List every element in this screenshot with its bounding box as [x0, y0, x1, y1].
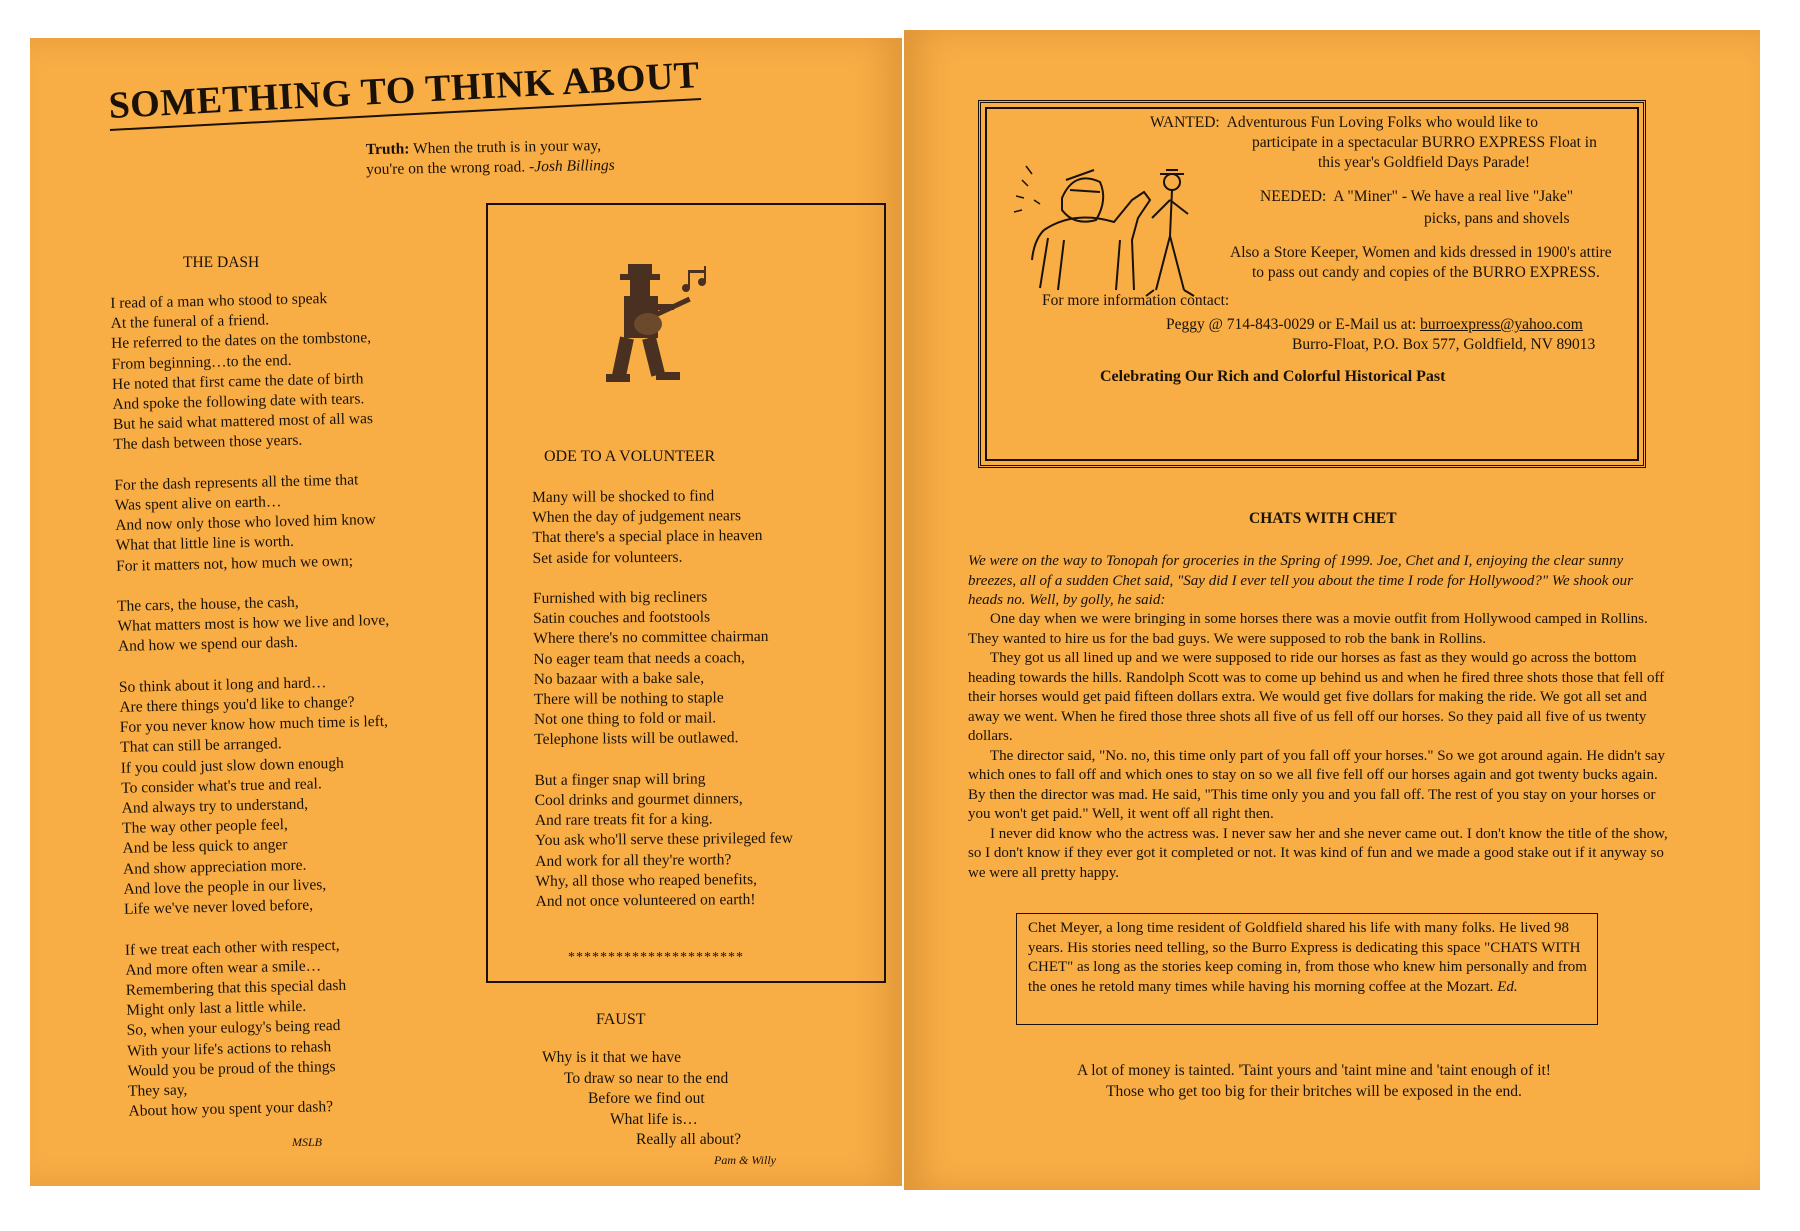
chats-paragraph: They got us all lined up and we were supposed to ride our horses as fast as they would go across the bottom heading towards the hills. Randolph Scott was to come up behind us and when he fired three shots those that fell off their horses would get paid fifteen dollars extra. We would get five dollars for making the ride. We got all set and away we went. When he fired those three shots all five of us fell off our horses. So they paid all five of us twenty dollars.	[968, 650, 1665, 744]
poem-line: The cars, the house, the cash,	[116, 593, 299, 615]
poem-line: Cool drinks and gourmet dinners,	[534, 790, 743, 810]
chet-note	[1028, 919, 1590, 997]
chats-paragraph: One day when we were bringing in some horses there was a movie outfit from Hollywood camped in Rollins. They wanted to hire us for the bad guys. We were supposed to rob the bank in Rollins.	[968, 611, 1648, 647]
poem-line: And be less quick to anger	[122, 836, 288, 858]
poem-line: So think about it long and hard…	[118, 674, 327, 696]
volunteer-poem-title: ODE TO A VOLUNTEER	[544, 448, 716, 465]
wanted-text-1: Adventurous Fun Loving Folks who would like to	[1226, 114, 1538, 131]
footer-line-2: Those who get too big for their britches will be exposed in the end.	[1106, 1083, 1522, 1100]
dash-poem-title: THE DASH	[183, 254, 260, 271]
poem-line: That can still be arranged.	[120, 735, 282, 757]
chats-title: CHATS WITH CHET	[1249, 510, 1397, 527]
poem-line: No eager team that needs a coach,	[533, 648, 745, 668]
email-link[interactable]: burroexpress@yahoo.com	[1420, 316, 1583, 333]
poem-line: There will be nothing to staple	[533, 689, 724, 709]
poem-line: What matters most is how we live and love,	[117, 612, 390, 636]
poem-line: To draw so near to the end	[564, 1069, 729, 1087]
faust-credit: Pam & Willy	[714, 1153, 776, 1167]
poem-line: Would you be proud of the things	[127, 1057, 336, 1080]
chet-note-signature: Ed.	[1497, 978, 1518, 995]
faust-poem	[542, 1048, 741, 1151]
truth-label: Truth:	[365, 140, 410, 159]
divider-stars: **********************	[568, 950, 744, 965]
poem-line: To consider what's true and real.	[121, 775, 322, 797]
also-text-1: Also a Store Keeper, Women and kids dressed in 1900's attire	[1230, 244, 1612, 261]
right-page	[904, 30, 1760, 1190]
poem-line: Are there things you'd like to change?	[119, 693, 355, 716]
footer-line-1: A lot of money is tainted. 'Taint yours and 'taint mine and 'taint enough of it!	[1077, 1062, 1551, 1079]
poem-line: Satin couches and footstools	[533, 608, 711, 628]
poem-line	[534, 748, 792, 770]
poem-line: If we treat each other with respect,	[124, 936, 340, 959]
chats-paragraph: I never did know who the actress was. I never saw her and she never came out. I don't know the title of the show, so I don't know if they ever got it completed or not. It was kind of fun and we made a good stake out if it anyway so we were all pretty happy.	[968, 825, 1668, 881]
poem-line: Life we've never loved before,	[123, 896, 314, 918]
ad-tagline: Celebrating Our Rich and Colorful Historical Past	[1100, 368, 1446, 385]
dash-poem	[110, 288, 400, 1122]
poem-line: You ask who'll serve these privileged few	[535, 830, 793, 850]
poem-line: From beginning…to the end.	[111, 351, 292, 373]
truth-attribution: -Josh Billings	[528, 156, 615, 176]
poem-line: Why, all those who reaped benefits,	[535, 870, 758, 890]
poem-line: Furnished with big recliners	[532, 588, 708, 608]
page-title: SOMETHING TO THINK ABOUT	[108, 53, 701, 131]
poem-line: And how we spend our dash.	[117, 634, 299, 656]
faust-poem-title: FAUST	[596, 1011, 646, 1028]
needed-line-1	[1260, 188, 1573, 206]
poem-line: About how you spent your dash?	[128, 1098, 334, 1120]
poem-line: Was spent alive on earth…	[114, 493, 282, 514]
poem-line: With your life's actions to rehash	[126, 1037, 332, 1060]
poem-line: But a finger snap will bring	[534, 770, 706, 789]
wanted-text-3: this year's Goldfield Days Parade!	[1318, 154, 1530, 171]
footer-quote	[1024, 1060, 1604, 1102]
poem-line: He noted that first came the date of birth	[111, 370, 364, 393]
left-page	[30, 38, 902, 1186]
guitar-cowboy-icon	[598, 260, 728, 396]
poem-line: What that little line is worth.	[115, 533, 295, 555]
poem-line: Remembering that this special dash	[125, 976, 347, 999]
poem-line: And always try to understand,	[121, 795, 309, 817]
poem-line: Many will be shocked to find	[532, 487, 715, 506]
poem-line: He referred to the dates on the tombstone,	[110, 329, 372, 353]
needed-text-2: picks, pans and shovels	[1424, 210, 1570, 227]
contact-phone: Peggy @ 714-843-0029 or E-Mail us at:	[1166, 316, 1417, 333]
poem-line: And show appreciation more.	[122, 856, 307, 878]
chats-intro: We were on the way to Tonopah for groceries in the Spring of 1999. Joe, Chet and I, enjoying the clear sunny breezes, all of a sudden Chet said, "Say did I ever tell you about the time I rode for Hollywood?" We shook our heads no. Well, by golly, he said:	[968, 553, 1634, 608]
poem-line: At the funeral of a friend.	[110, 311, 270, 333]
chet-note-text: Chet Meyer, a long time resident of Goldfield shared his life with many folks. He lived 98 years. His stories need telling, so the Burro Express is dedicating this space "CHATS WITH CHET" as long as the stories keep coming in, from those who knew him personally and from the ones he retold many times while having his morning coffee at the Mozart.	[1028, 920, 1587, 995]
dash-credit: MSLB	[292, 1135, 322, 1149]
contact-intro: For more information contact:	[1042, 292, 1230, 309]
poem-line: For the dash represents all the time that	[114, 471, 359, 494]
poem-line: For it matters not, how much we own;	[115, 552, 354, 575]
wanted-label: WANTED:	[1150, 114, 1220, 131]
poem-line: So, when your eulogy's being read	[126, 1017, 341, 1040]
wanted-text-2: participate in a spectacular BURRO EXPRESS Float in	[1252, 134, 1597, 151]
poem-line: Why is it that we have	[542, 1049, 682, 1066]
poem-line: Really all about?	[636, 1131, 742, 1148]
poem-line: That there's a special place in heaven	[532, 527, 763, 547]
wanted-line-1	[1150, 114, 1538, 132]
needed-label: NEEDED:	[1260, 188, 1327, 205]
poem-line	[533, 567, 791, 589]
poem-line: And rare treats fit for a king.	[534, 810, 713, 830]
chats-paragraph: The director said, "No. no, this time only part of you fall off your horses." So we got around again. He didn't say which ones to fall off and which ones to stay on so we all five fell off our horses again and got twenty bucks again. By then the director was mad. He said, "This time only you and you fall off. The rest of you stay on your horses or you won't get paid." Well, it went off all right then.	[968, 747, 1665, 822]
poem-line: And love the people in our lives,	[123, 876, 327, 898]
poem-line: Not one thing to fold or mail.	[533, 709, 717, 729]
poem-line: But he said what mattered most of all was	[112, 410, 374, 434]
poem-line: Before we find out	[588, 1090, 705, 1107]
poem-line: If you could just slow down enough	[120, 754, 344, 777]
contact-line	[1166, 316, 1583, 334]
poem-line: And now only those who loved him know	[115, 511, 376, 535]
poem-line: I read of a man who stood to speak	[110, 290, 328, 312]
volunteer-poem	[532, 486, 793, 912]
poem-line: What life is…	[610, 1110, 698, 1128]
poem-line: Set aside for volunteers.	[532, 548, 683, 567]
truth-line2: you're on the wrong road.	[366, 158, 526, 179]
chats-body	[968, 610, 1668, 883]
poem-line: The dash between those years.	[113, 432, 303, 454]
needed-text-1: A "Miner" - We have a real live "Jake"	[1333, 188, 1574, 205]
poem-line: And not once volunteered on earth!	[535, 891, 756, 911]
poem-line: Telephone lists will be outlawed.	[534, 729, 739, 749]
contact-address: Burro-Float, P.O. Box 577, Goldfield, NV 89013	[1292, 336, 1596, 353]
poem-line: When the day of judgement nears	[532, 507, 742, 527]
poem-line: And more often wear a smile…	[125, 957, 322, 979]
poem-line: The way other people feel,	[121, 816, 288, 838]
poem-line: They say,	[127, 1081, 188, 1100]
poem-line: And work for all they're worth?	[535, 850, 732, 870]
poem-line: Might only last a little while.	[126, 997, 307, 1019]
truth-quote	[366, 136, 615, 180]
truth-line1: When the truth is in your way,	[412, 137, 602, 158]
poem-line: Where there's no committee chairman	[533, 628, 769, 648]
also-text-2: to pass out candy and copies of the BURRO EXPRESS.	[1252, 264, 1600, 281]
poem-line: And spoke the following date with tears.	[112, 390, 365, 413]
poem-line: No bazaar with a bake sale,	[533, 669, 705, 688]
poem-line: For you never know how much time is left,	[119, 713, 389, 737]
